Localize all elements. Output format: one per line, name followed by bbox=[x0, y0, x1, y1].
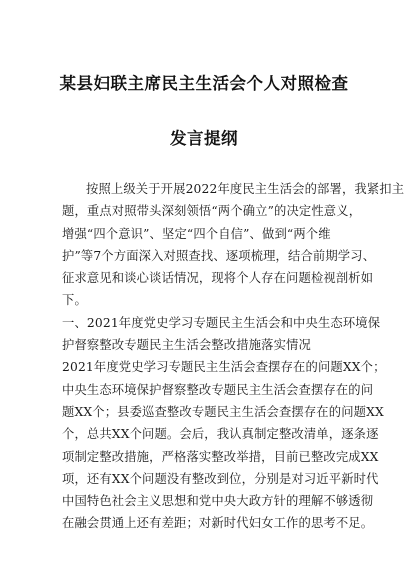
body-line: 题，重点对照带头深刻领悟“两个确立”的决定性意义， bbox=[62, 204, 362, 219]
body-line: 按照上级关于开展2022年度民主生活会的部署，我紧扣主 bbox=[86, 182, 405, 196]
body-line: 中央生态环境保护督察整改专题民主生活会查摆存在的问 bbox=[62, 382, 374, 397]
body-line: 个，总共XX个问题。会后，我认真制定整改清单，逐条逐 bbox=[62, 427, 379, 442]
body-line: 下。 bbox=[62, 293, 87, 308]
body-line: 征求意见和谈心谈话情况，现将个人存在问题检视剖析如 bbox=[62, 271, 374, 286]
body-line: 护”等7个方面深入对照查找、逐项梳理，结合前期学习、 bbox=[62, 248, 376, 263]
body-line: 增强“四个意识”、坚定“四个自信”、做到“两个维 bbox=[62, 226, 331, 241]
section-heading: 一、2021年度党史学习专题民主生活会和中央生态环境保 bbox=[62, 315, 381, 330]
body-line: 项，还有XX个问题没有整改到位，分别是对习近平新时代 bbox=[62, 471, 379, 486]
body-line: 题XX个；县委巡查整改专题民主生活会查摆存在的问题XX bbox=[62, 404, 384, 419]
section-heading: 护督察整改专题民主生活会整改措施落实情况 bbox=[62, 338, 311, 353]
document-subtitle: 发言提纲 bbox=[170, 129, 238, 148]
body-line: 2021年度党史学习专题民主生活会查摆存在的问题XX个； bbox=[62, 360, 386, 375]
document-title: 某县妇联主席民主生活会个人对照检查 bbox=[59, 74, 349, 93]
body-line: 中国特色社会主义思想和党中央大政方针的理解不够透彻 bbox=[62, 494, 374, 509]
body-line: 项制定整改措施，严格落实整改举措，目前已整改完成XX bbox=[62, 449, 379, 464]
document-body bbox=[62, 178, 405, 535]
body-line: 在融会贯通上还有差距；对新时代妇女工作的思考不足。 bbox=[62, 516, 374, 531]
